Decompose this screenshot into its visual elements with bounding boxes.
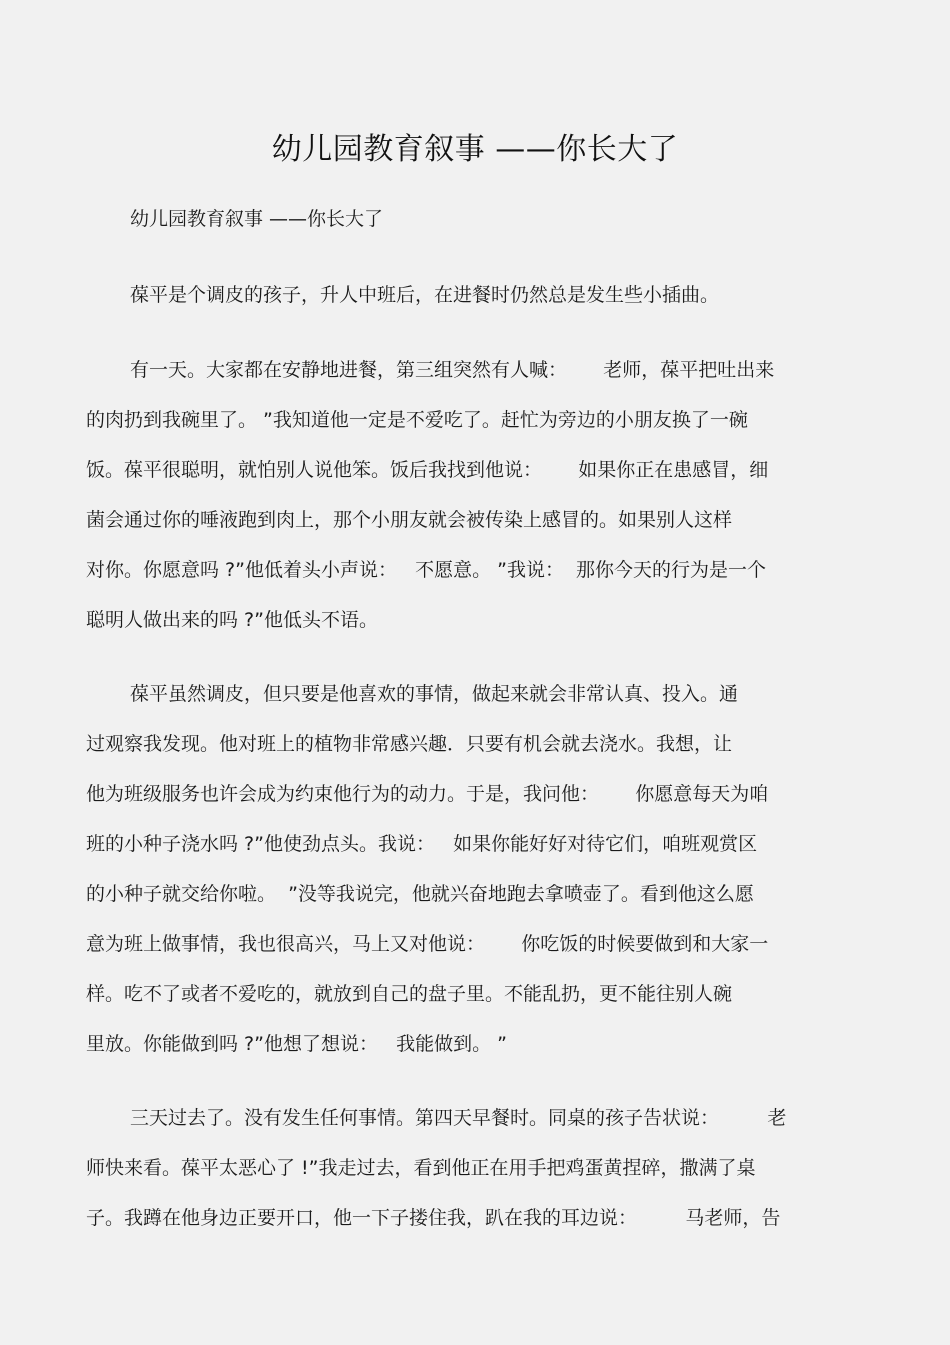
paragraph-line: 的小种子就交给你啦。 ”没等我说完，他就兴奋地跑去拿喷壶了。看到他这么愿 [86, 883, 754, 905]
paragraph-line: 班的小种子浇水吗 ?”他使劲点头。我说： 如果你能好好对待它们，咱班观赏区 [86, 833, 758, 855]
paragraph-line: 意为班上做事情，我也很高兴，马上又对他说： 你吃饭的时候要做到和大家一 [86, 933, 769, 955]
paragraph-line: 样。吃不了或者不爱吃的，就放到自己的盘子里。不能乱扔，更不能往别人碗 [86, 983, 733, 1005]
paragraph-line: 有一天。大家都在安静地进餐，第三组突然有人喊： 老师，葆平把吐出来 [130, 359, 775, 381]
paragraph-line: 葆平是个调皮的孩子，升人中班后，在进餐时仍然总是发生些小插曲。 [130, 284, 720, 306]
paragraph-line: 子。我蹲在他身边正要开口，他一下子搂住我，趴在我的耳边说： 马老师，告 [86, 1207, 781, 1229]
paragraph-line: 饭。葆平很聪明，就怕别人说他笨。饭后我找到他说： 如果你正在患感冒，细 [86, 459, 769, 481]
document-subtitle: 幼儿园教育叙事 ——你长大了 [130, 208, 384, 230]
paragraph-line: 过观察我发现。他对班上的植物非常感兴趣．只要有机会就去浇水。我想，让 [86, 733, 733, 755]
paragraph-line: 聪明人做出来的吗 ?”他低头不语。 [86, 609, 378, 631]
paragraph-line: 葆平虽然调皮，但只要是他喜欢的事情，做起来就会非常认真、投入。通 [130, 683, 739, 705]
paragraph-line: 师快来看。葆平太恶心了 !”我走过去，看到他正在用手把鸡蛋黄捏碎，撒满了桌 [86, 1157, 756, 1179]
paragraph-line: 菌会通过你的唾液跑到肉上，那个小朋友就会被传染上感冒的。如果别人这样 [86, 509, 733, 531]
paragraph-line: 里放。你能做到吗 ?”他想了想说： 我能做到。 ” [86, 1033, 507, 1055]
paragraph-line: 他为班级服务也许会成为约束他行为的动力。于是，我问他： 你愿意每天为咱 [86, 783, 769, 805]
paragraph-line: 对你。你愿意吗 ?”他低着头小声说： 不愿意。 ”我说： 那你今天的行为是一个 [86, 559, 767, 581]
paragraph-line: 的肉扔到我碗里了。 ”我知道他一定是不爱吃了。赶忙为旁边的小朋友换了一碗 [86, 409, 748, 431]
document-title: 幼儿园教育叙事 ——你长大了 [271, 132, 679, 167]
paragraph-line: 三天过去了。没有发生任何事情。第四天早餐时。同桌的孩子告状说： 老 [130, 1107, 787, 1129]
